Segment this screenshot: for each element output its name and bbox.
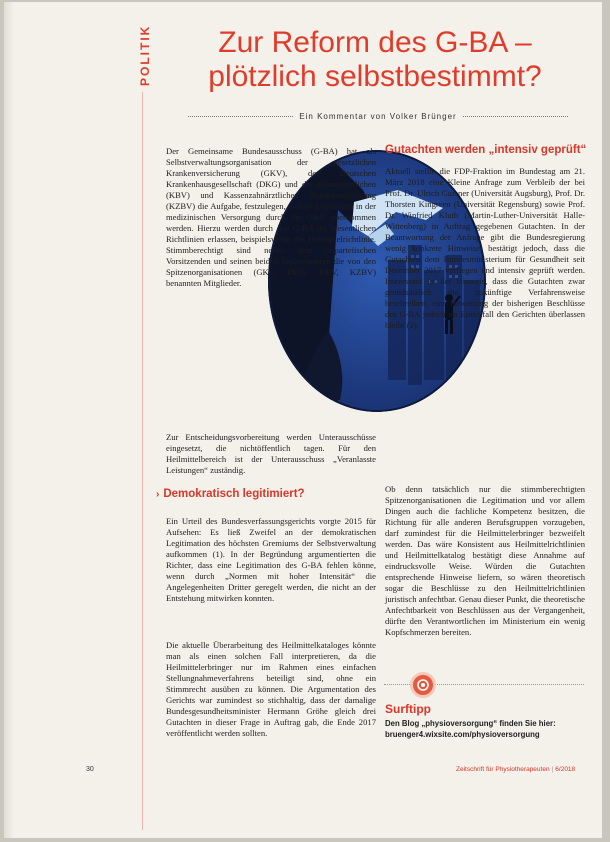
section-tag: POLITIK <box>138 24 152 86</box>
headline-line-1: Zur Reform des G-BA – <box>218 26 532 59</box>
section-rule <box>142 92 143 830</box>
surftipp-text <box>385 718 585 740</box>
right-paragraph-1: Aktuell stellte die FDP-Fraktion im Bundestag am 21. März 2018 eine Kleine Anfrage zum Verbleib der bei Prof. Dr. Ulrich Gassner (Universität Augsburg), Prof. Dr. Thorsten Kingreen (Universität Regensburg) sowie Prof. Dr. Winfried Kluth (Martin-Luther-Universität Halle-Wittenberg) in Auftrag gegebenen Gutachten. In der Beantwortung der Anfrage gibt die Bundesregierung wenig konkrete Hinweise, bestätigt jedoch, dass die Gutachten dem Bundesministerium für Gesundheit seit Dezember 2017 vorliegen und intensiv geprüft werden. Interessant ist der Hinweis, dass die Gutachten zwar grundsätzlich die zukünftige Verfahrensweise beschreiben, eine Bewertung der bisherigen Beschlüsse des G-BA jedoch im Einzelfall den Gerichten überlassen bleibt (2). <box>385 166 585 330</box>
left-paragraph-2: Zur Entscheidungsvorbereitung werden Unterausschüsse eingesetzt, die nichtöffentlich tagen. Für den Heilmittelbereich ist der Unterausschuss „Veranlasste Leistungen“ zuständig. <box>166 432 376 475</box>
subhead-demokratisch-text: Demokratisch legitimiert? <box>163 488 305 500</box>
surftipp-icon <box>410 672 436 698</box>
link-icon <box>416 678 430 692</box>
headline <box>160 26 590 94</box>
footer-magazine <box>456 766 575 773</box>
left-intro-paragraph <box>166 146 376 354</box>
subhead-demokratisch <box>156 488 305 500</box>
left-intro-text: Der Gemeinsame Bundesausschuss (G-BA) hat als Selbstverwaltungsorganisation der gesetzlichen Krankenversicherung (GKV), der Deutschen Krankenhausgesellschaft (DKG) und der Kassenärztlichen (KBV) und Kassenzahnärztlichen Bundesvereinigung (KZBV) die Aufgabe, festzulegen, welche Leistungen in der medizinischen Versorgung durch die GKV übernommen werden. Hierzu werden durch den G-BA im Wesentlichen Richtlinien erlassen, beispielsweise die Heilmittelrichtlinie. Stimmberechtigt sind neben dem unparteiischen Vorsitzenden und seinen beiden Stellvertretern die von den Spitzenorganisationen (GKV, DKG, KBV, KZBV) benannten Mitglieder. <box>166 146 376 288</box>
left-paragraph-3: Ein Urteil des Bundesverfassungsgerichts vorgte 2015 für Aufsehen: Es ließ Zweifel an der demokratischen Legitimation des höchsten Gremiums der Selbstverwaltung aufkommen (1). In der Begründung argumentierten die Richter, dass eine Legitimation des G-BA fehlen könne, wenn durch „Normen mit hoher Intensität“ die Angelegenheiten Dritter geregelt werden, die nicht an der Entstehung mitwirken konnten. <box>166 516 376 603</box>
subhead-gutachten: Gutachten werden „intensiv geprüft“ <box>385 144 587 156</box>
headline-line-2: plötzlich selbstbestimmt? <box>208 60 542 93</box>
byline-row <box>188 110 568 122</box>
chevron-right-icon: › <box>156 489 160 500</box>
surftipp-link[interactable]: bruenger4.wixsite.com/physioversorgung <box>385 730 540 739</box>
byline: Ein Kommentar von Volker Brünger <box>299 111 457 121</box>
footer-magazine-name: Zeitschrift für Physiotherapeuten <box>456 766 550 773</box>
surftipp-title: Surftipp <box>385 702 431 716</box>
byline-rule-left <box>188 116 293 117</box>
page-number: 30 <box>86 766 94 773</box>
page-gutter-shadow <box>4 2 14 838</box>
surftipp-text-line-1: Den Blog „physioversorgung“ finden Sie hier: <box>385 719 556 728</box>
footer-separator: | <box>551 766 554 773</box>
byline-rule-right <box>463 116 568 117</box>
left-paragraph-4: Die aktuelle Überarbeitung des Heilmittelkataloges könnte man als einen solchen Fall interpretieren, da die Heilmittelerbringer nur im Rahmen eines einfachen Stellungnahmeverfahrens beteiligt sind, ohne ein Stimmrecht ausüben zu können. Die Argumentation des Gerichts war zumindest so stichhaltig, dass der damalige Bundesgesundheitsminister Hermann Gröhe gleich drei Gutachten in dieser Frage in Auftrag gab, die Ende 2017 veröffentlicht werden sollten. <box>166 640 376 738</box>
footer-issue: 6/2018 <box>555 766 576 773</box>
right-paragraph-2: Ob denn tatsächlich nur die stimmberechtigten Spitzenorganisationen die Legitimation und vor allem Dingen auch die fachliche Kompetenz besitzen, die Richtung für alle anderen Berufsgruppen vorzugeben, darf zumindest für die Heilmittelerbringer bezweifelt werden. Das wäre Konsistent aus Heilmittelrichtlinien und Heilmittelkatalog bestätigt diese Annahme auf eindrucksvolle Weise. Würden die Gutachten entsprechende Hinweise liefern, so wären theoretisch sogar die Beschlüsse zu den Heilmittelrichtlinien juristisch anfechtbar. Genau dieser Punkt, die theoretische Anfechtbarkeit von Beschlüssen aus der Vergangenheit, dürfte den Verantwortlichen im Ministerium ein wenig Kopfschmerzen bereiten. <box>385 484 585 637</box>
